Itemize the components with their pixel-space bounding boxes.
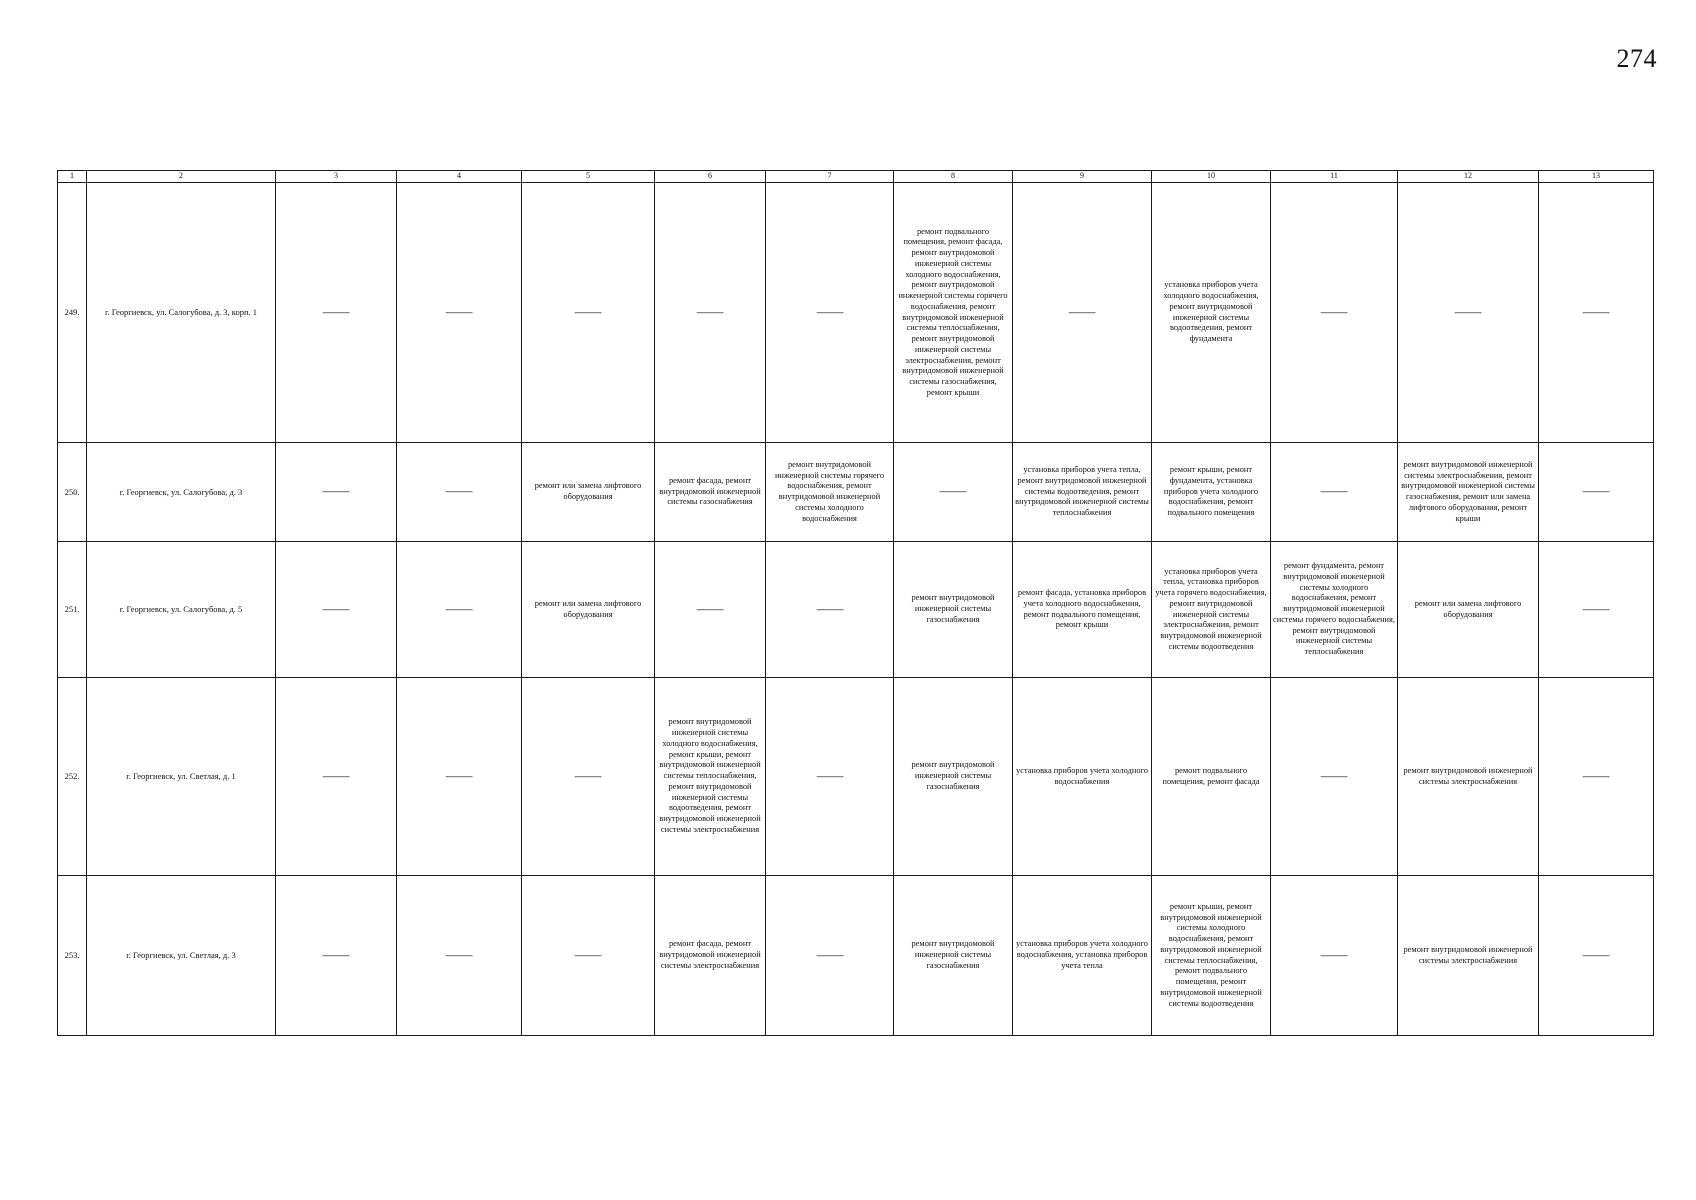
table-cell [276,443,397,542]
dash-mark: — [574,947,602,963]
table-cell: ремонт фундамента, ремонт внутридомовой инженерной системы холодного водоснабжения, ремонт внутридомовой инженерной системы горячего водоснабжения, ремонт внутридомовой инженерной системы теплоснабжения [1271,542,1398,678]
row-number: 250. [58,443,87,542]
table-cell: ремонт фасада, ремонт внутридомовой инженерной системы газоснабжения [655,443,766,542]
table-cell [894,443,1013,542]
table-cell [276,183,397,443]
table-cell [766,876,894,1036]
dash-mark: — [322,304,350,320]
column-header: 1 [58,171,87,183]
table-cell [276,678,397,876]
table-row [58,542,1654,678]
dash-mark: — [445,304,473,320]
dash-mark: — [816,304,843,320]
column-header: 8 [894,171,1013,183]
dash-mark: — [1582,601,1610,617]
dash-mark: — [445,768,473,784]
table-cell: установка приборов учета тепла, установка приборов учета горячего водоснабжения, ремонт внутридомовой инженерной системы электроснабжения, ремонт внутридомовой инженерной системы водоотведения [1152,542,1271,678]
table-row [58,443,1654,542]
column-header: 9 [1013,171,1152,183]
table-cell: ремонт или замена лифтового оборудования [522,443,655,542]
table-cell [1539,183,1654,443]
table-cell [276,876,397,1036]
address-cell: г. Георгиевск, ул. Светлая, д. 3 [87,876,276,1036]
table-cell: ремонт крыши, ремонт фундамента, установка приборов учета холодного водоснабжения, ремонт подвального помещения [1152,443,1271,542]
table-cell [766,678,894,876]
dash-mark: — [322,947,350,963]
dash-mark: — [1068,304,1096,320]
table-cell [1539,876,1654,1036]
row-number: 249. [58,183,87,443]
table-cell [1398,183,1539,443]
dash-mark: — [816,947,843,963]
dash-mark: — [322,601,350,617]
column-header: 13 [1539,171,1654,183]
table-cell [1271,678,1398,876]
table-cell [1271,183,1398,443]
table-cell: ремонт подвального помещения, ремонт фасада [1152,678,1271,876]
column-header: 12 [1398,171,1539,183]
table-cell [522,183,655,443]
table-cell: ремонт внутридомовой инженерной системы электроснабжения [1398,876,1539,1036]
dash-mark: — [1320,947,1348,963]
column-header: 2 [87,171,276,183]
table-cell [1271,876,1398,1036]
dash-mark: — [1582,484,1610,499]
row-number: 251. [58,542,87,678]
table-cell: ремонт внутридомовой инженерной системы газоснабжения [894,542,1013,678]
column-header: 4 [397,171,522,183]
table-cell [655,542,766,678]
table-cell: ремонт подвального помещения, ремонт фасада, ремонт внутридомовой инженерной системы холодного водоснабжения, ремонт внутридомовой инженерной системы горячего водоснабжения, ремонт внутридомовой инженерной системы теплоснабжения, ремонт внутридомовой инженерной системы электроснабжения, ремонт внутридомовой инженерной системы газоснабжения, ремонт крыши [894,183,1013,443]
table-cell: установка приборов учета холодного водоснабжения, ремонт внутридомовой инженерной системы водоотведения, ремонт фундамента [1152,183,1271,443]
table-cell [766,542,894,678]
table-cell: ремонт внутридомовой инженерной системы холодного водоснабжения, ремонт крыши, ремонт внутридомовой инженерной системы теплоснабжения, ремонт внутридомовой инженерной системы водоотведения, ремонт внутридомовой инженерной системы электроснабжения [655,678,766,876]
table-cell: ремонт фасада, ремонт внутридомовой инженерной системы электроснабжения [655,876,766,1036]
table-cell [397,183,522,443]
row-number: 253. [58,876,87,1036]
dash-mark: — [816,601,843,617]
table-cell: ремонт или замена лифтового оборудования [522,542,655,678]
table-cell [522,876,655,1036]
table-row [58,678,1654,876]
dash-mark: — [322,768,350,784]
column-header: 6 [655,171,766,183]
table-cell [1013,183,1152,443]
dash-mark: — [445,601,473,617]
dash-mark: — [696,601,724,617]
table-cell [522,678,655,876]
table-cell: установка приборов учета холодного водоснабжения, установка приборов учета тепла [1013,876,1152,1036]
table-cell: ремонт внутридомовой инженерной системы газоснабжения [894,876,1013,1036]
dash-mark: — [1320,304,1348,320]
table-row [58,876,1654,1036]
dash-mark: — [1320,768,1348,784]
table-cell: установка приборов учета холодного водоснабжения [1013,678,1152,876]
table-cell [1539,678,1654,876]
table-cell: ремонт внутридомовой инженерной системы электроснабжения, ремонт внутридомовой инженерной системы газоснабжения, ремонт или замена лифтового оборудования, ремонт крыши [1398,443,1539,542]
table-cell [1539,542,1654,678]
dash-mark: — [445,947,473,963]
table-row [58,183,1654,443]
table-cell [397,542,522,678]
address-cell: г. Георгиевск, ул. Салогубова, д. 3 [87,443,276,542]
table-cell: ремонт внутридомовой инженерной системы горячего водоснабжения, ремонт внутридомовой инженерной системы холодного водоснабжения [766,443,894,542]
dash-mark: — [1582,304,1610,320]
table-cell: ремонт крыши, ремонт внутридомовой инженерной системы холодного водоснабжения, ремонт внутридомовой инженерной системы теплоснабжения, ремонт подвального помещения, ремонт внутридомовой инженерной системы водоотведения [1152,876,1271,1036]
address-cell: г. Георгиевск, ул. Салогубова, д. 5 [87,542,276,678]
column-header: 3 [276,171,397,183]
dash-mark: — [574,304,602,320]
dash-mark: — [816,768,843,784]
column-number-header-row [58,171,1654,183]
dash-mark: — [1320,484,1348,499]
dash-mark: — [1582,947,1610,963]
table-cell [655,183,766,443]
address-cell: г. Георгиевск, ул. Салогубова, д. 3, корп. 1 [87,183,276,443]
table-cell [397,443,522,542]
table-cell [276,542,397,678]
dash-mark: — [1454,304,1482,320]
dash-mark: — [939,484,967,499]
dash-mark: — [1582,768,1610,784]
row-number: 252. [58,678,87,876]
table-cell: установка приборов учета тепла, ремонт внутридомовой инженерной системы водоотведения, ремонт внутридомовой инженерной системы теплоснабжения [1013,443,1152,542]
dash-mark: — [696,304,724,320]
table-cell [1271,443,1398,542]
table-cell: ремонт внутридомовой инженерной системы газоснабжения [894,678,1013,876]
address-cell: г. Георгиевск, ул. Светлая, д. 1 [87,678,276,876]
table-cell [766,183,894,443]
table-cell: ремонт или замена лифтового оборудования [1398,542,1539,678]
table-cell: ремонт внутридомовой инженерной системы электроснабжения [1398,678,1539,876]
table-cell [397,876,522,1036]
column-header: 7 [766,171,894,183]
column-header: 10 [1152,171,1271,183]
table-cell: ремонт фасада, установка приборов учета холодного водоснабжения, ремонт подвального помещения, ремонт крыши [1013,542,1152,678]
dash-mark: — [445,484,473,499]
table-cell [1539,443,1654,542]
page-number: 274 [1616,44,1657,73]
column-header: 5 [522,171,655,183]
dash-mark: — [574,768,602,784]
column-header: 11 [1271,171,1398,183]
table-cell [397,678,522,876]
dash-mark: — [322,484,350,499]
capital-repair-table [57,170,1654,1036]
